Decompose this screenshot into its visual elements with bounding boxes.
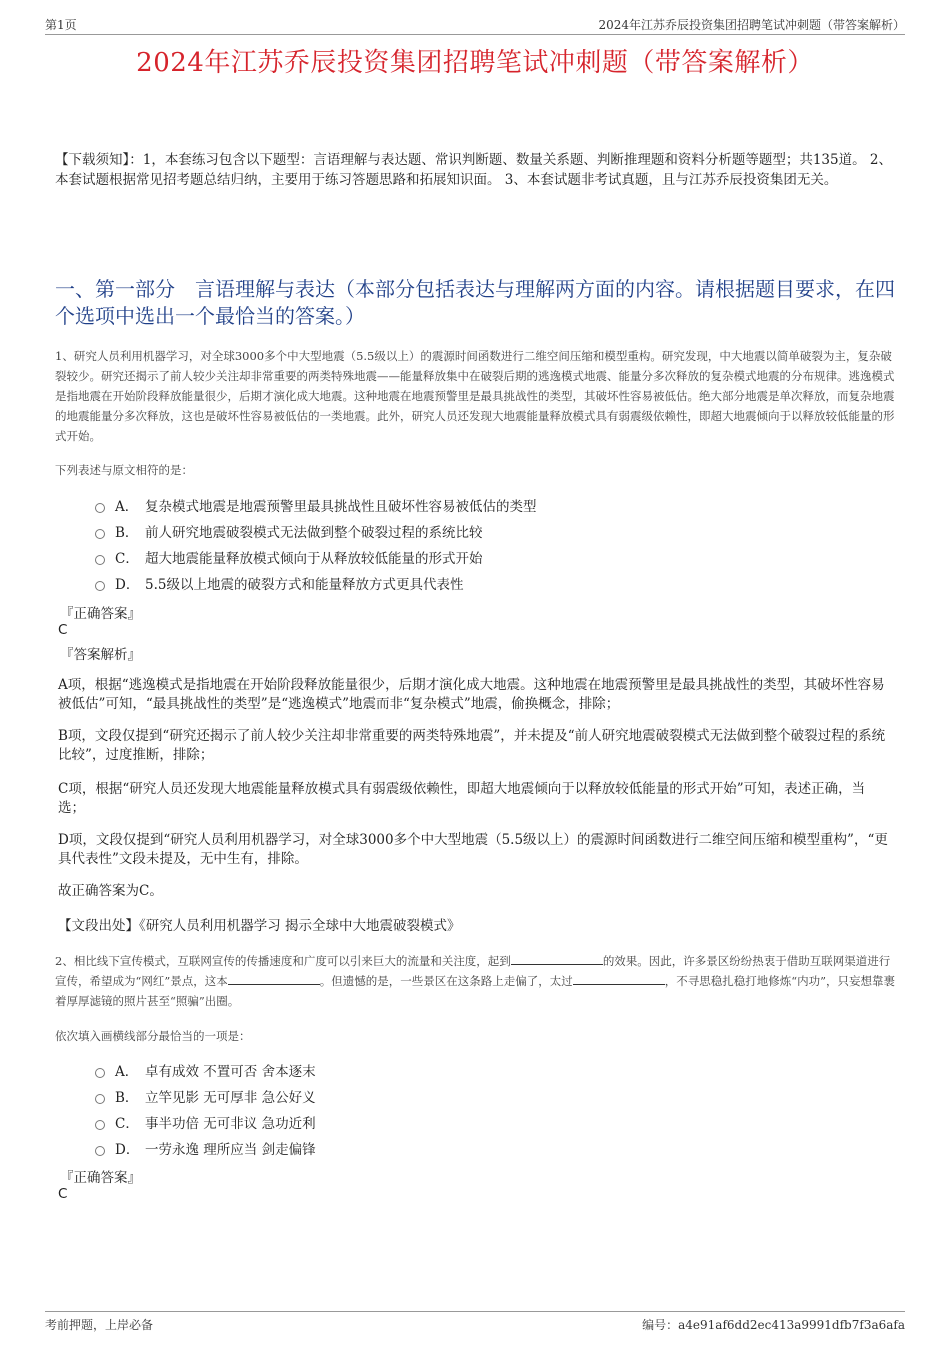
question-1-option-d[interactable]: D． 5.5级以上地震的破裂方式和能量释放方式更具代表性 bbox=[95, 570, 895, 596]
radio-icon[interactable] bbox=[95, 1094, 105, 1104]
radio-icon[interactable] bbox=[95, 1120, 105, 1130]
question-1-option-b[interactable]: B． 前人研究地震破裂模式无法做到整个破裂过程的系统比较 bbox=[95, 518, 895, 544]
radio-icon[interactable] bbox=[95, 1146, 105, 1156]
download-notice: 【下载须知】：1，本套练习包含以下题型：言语理解与表达题、常识判断题、数量关系题、判断推理题和资料分析题等题型；共135道。 2、本套试题根据常见招考题总结归纳，主要用于练习答题思路和拓展知识面。 3、本套试题非考试真题，且与江苏乔辰投资集团无关。 bbox=[55, 152, 892, 188]
document-title: 2024年江苏乔辰投资集团招聘笔试冲刺题（带答案解析） bbox=[136, 48, 814, 78]
radio-icon[interactable] bbox=[95, 529, 105, 539]
footer-doc-id: 编号：a4e91af6dd2ec413a9991dfb7f3a6afa bbox=[642, 1318, 905, 1332]
fill-blank-2[interactable] bbox=[228, 972, 320, 985]
radio-icon[interactable] bbox=[95, 503, 105, 513]
question-1-prompt: 下列表述与原文相符的是： bbox=[55, 463, 193, 477]
question-2-option-a[interactable]: A． 卓有成效 不置可否 舍本逐末 bbox=[95, 1057, 895, 1083]
page-number: 第1页 bbox=[45, 18, 77, 32]
question-2-option-d[interactable]: D． 一劳永逸 理所应当 剑走偏锋 bbox=[95, 1135, 895, 1161]
question-2-text: 2、相比线下宣传模式，互联网宣传的传播速度和广度可以引来巨大的流量和关注度，起到 的效果。因此，许多景区纷纷热衷于借助互联网渠道进行宣传，希望成为“网红”景点，这本 。但遗憾的是，一些景区在这条路上走偏了，太过 ，不寻思稳扎稳打地修炼“内功”，只妄想靠裹着厚厚滤镜的照片甚至“照骗”出圈。 bbox=[55, 954, 896, 1008]
question-2-answer: C bbox=[58, 1186, 68, 1202]
question-1-text: 1、研究人员利用机器学习，对全球3000多个中大型地震（5.5级以上）的震源时间函数进行二维空间压缩和模型重构。研究发现，中大地震以简单破裂为主，复杂破裂较少。研究还揭示了前人较少关注却非常重要的两类特殊地震——能量释放集中在破裂后期的逃逸模式地震、能量分多次释放的复杂模式地震的分布规律。逃逸模式是指地震在开始阶段释放能量很少，后期才演化成大地震。这种地震在地震预警里是最具挑战性的类型，其破坏性容易被低估。绝大部分地震是单次释放，而复杂地震的地震能量分多次释放，这也是破坏性容易被低估的一类地震。此外，研究人员还发现大地震能量释放模式具有弱震级依赖性，即超大地震倾向于以释放较低能量的形式开始。 bbox=[55, 349, 895, 443]
radio-icon[interactable] bbox=[95, 1068, 105, 1078]
question-1-source: 【文段出处】《研究人员利用机器学习 揭示全球中大地震破裂模式》 bbox=[58, 918, 461, 934]
page-header bbox=[45, 12, 905, 35]
header-doc-title: 2024年江苏乔辰投资集团招聘笔试冲刺题（带答案解析） bbox=[598, 18, 905, 32]
analysis-item-b: B项，文段仅提到“研究还揭示了前人较少关注却非常重要的两类特殊地震”，并未提及“前人研究地震破裂模式无法做到整个破裂过程的系统比较”，过度推断，排除； bbox=[58, 728, 886, 763]
analysis-conclusion: 故正确答案为C。 bbox=[58, 883, 163, 899]
question-1-analysis-label: 『答案解析』 bbox=[60, 647, 141, 663]
question-2-options bbox=[95, 1057, 895, 1161]
section-title: 一、第一部分 言语理解与表达（本部分包括表达与理解两方面的内容。请根据题目要求，在四个选项中选出一个最恰当的答案。） bbox=[55, 277, 895, 328]
fill-blank-1[interactable] bbox=[511, 952, 603, 965]
question-2-option-c[interactable]: C． 事半功倍 无可非议 急功近利 bbox=[95, 1109, 895, 1135]
question-1-answer-label: 『正确答案』 bbox=[60, 606, 141, 622]
question-1-option-c[interactable]: C． 超大地震能量释放模式倾向于从释放较低能量的形式开始 bbox=[95, 544, 895, 570]
fill-blank-3[interactable] bbox=[573, 972, 665, 985]
radio-icon[interactable] bbox=[95, 581, 105, 591]
question-2-option-b[interactable]: B． 立竿见影 无可厚非 急公好义 bbox=[95, 1083, 895, 1109]
footer-slogan: 考前押题，上岸必备 bbox=[45, 1318, 154, 1332]
question-1-options bbox=[95, 492, 895, 596]
analysis-item-d: D项，文段仅提到“研究人员利用机器学习，对全球3000多个中大型地震（5.5级以上）的震源时间函数进行二维空间压缩和模型重构”，“更具代表性”文段未提及，无中生有，排除。 bbox=[58, 832, 888, 867]
page-footer bbox=[45, 1311, 905, 1336]
question-1-answer: C bbox=[58, 622, 68, 638]
analysis-item-a: A项，根据“逃逸模式是指地震在开始阶段释放能量很少，后期才演化成大地震。这种地震在地震预警里是最具挑战性的类型，其破坏性容易被低估”可知，“最具挑战性的类型”是“逃逸模式”地震而非“复杂模式”地震，偷换概念，排除； bbox=[58, 677, 885, 712]
question-2-answer-label: 『正确答案』 bbox=[60, 1170, 141, 1186]
question-1-option-a[interactable]: A． 复杂模式地震是地震预警里最具挑战性且破坏性容易被低估的类型 bbox=[95, 492, 895, 518]
question-2-prompt: 依次填入画横线部分最恰当的一项是： bbox=[55, 1029, 251, 1043]
radio-icon[interactable] bbox=[95, 555, 105, 565]
analysis-item-c: C项，根据“研究人员还发现大地震能量释放模式具有弱震级依赖性，即超大地震倾向于以释放较低能量的形式开始”可知，表述正确，当选； bbox=[58, 781, 866, 816]
